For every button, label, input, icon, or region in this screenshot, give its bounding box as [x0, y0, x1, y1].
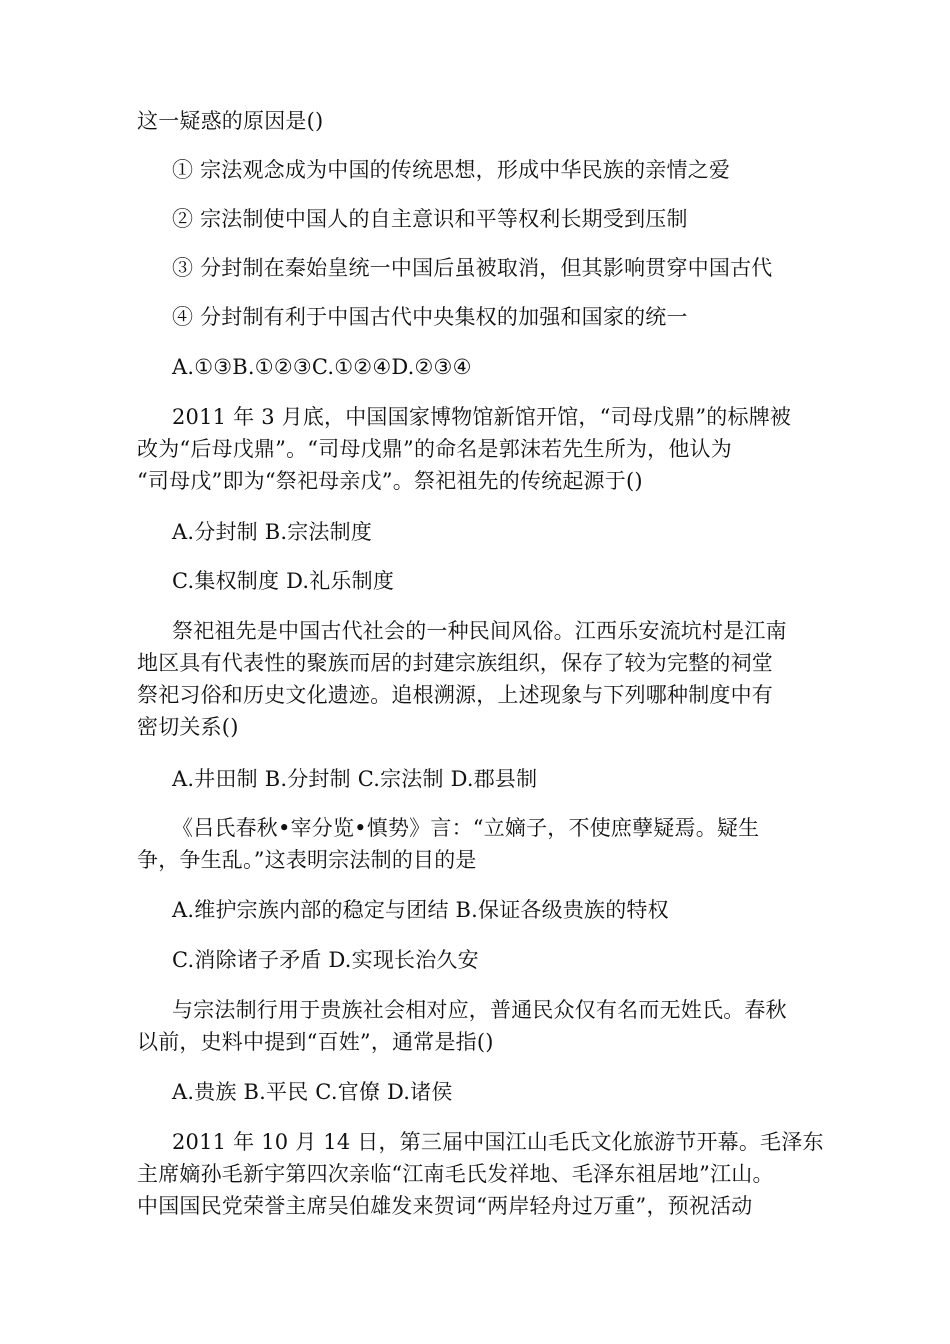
text-line: A.维护宗族内部的稳定与团结 B.保证各级贵族的特权	[172, 898, 669, 922]
statement-4	[172, 301, 827, 333]
text-line: C.消除诸子矛盾 D.实现长治久安	[172, 948, 479, 972]
text-line: 祭祀习俗和历史文化遗迹。追根溯源，上述现象与下列哪种制度中有	[137, 683, 773, 707]
text-line: “司母戊”即为“祭祀母亲戊”。祭祀祖先的传统起源于()	[137, 469, 643, 493]
text-line: 这一疑惑的原因是()	[137, 109, 324, 133]
question-stem-continuation	[137, 105, 827, 137]
text-line: A.井田制 B.分封制 C.宗法制 D.郡县制	[172, 767, 538, 791]
text-line: 2011 年 3 月底，中国国家博物馆新馆开馆，“司母戊鼎”的标牌被	[172, 405, 792, 429]
text-line: A.①③B.①②③C.①②④D.②③④	[172, 355, 472, 379]
question-5-stem	[137, 994, 827, 1058]
text-line: 2011 年 10 月 14 日，第三届中国江山毛氏文化旅游节开幕。毛泽东	[172, 1130, 824, 1154]
question-4-stem	[137, 812, 827, 876]
answer-options-5	[172, 1076, 827, 1108]
text-line: 与宗法制行用于贵族社会相对应，普通民众仅有名而无姓氏。春秋	[172, 998, 787, 1022]
answer-options-2a	[172, 516, 827, 548]
text-line: ① 宗法观念成为中国的传统思想，形成中华民族的亲情之爱	[172, 158, 731, 182]
text-line: 以前，史料中提到“百姓”，通常是指()	[137, 1030, 494, 1054]
answer-options-4b	[172, 944, 827, 976]
text-line: ② 宗法制使中国人的自主意识和平等权利长期受到压制	[172, 207, 688, 231]
answer-options-4a	[172, 894, 827, 926]
text-line: 地区具有代表性的聚族而居的封建宗族组织，保存了较为完整的祠堂	[137, 651, 773, 675]
answer-options-3	[172, 763, 827, 795]
text-line: 中国国民党荣誉主席吴伯雄发来贺词“两岸轻舟过万重”，预祝活动	[137, 1194, 753, 1218]
text-line: 祭祀祖先是中国古代社会的一种民间风俗。江西乐安流坑村是江南	[172, 619, 787, 643]
question-3-stem	[137, 615, 827, 743]
text-line: A.分封制 B.宗法制度	[172, 520, 373, 544]
answer-options-1	[172, 351, 827, 383]
answer-options-2b	[172, 565, 827, 597]
text-line: 争，争生乱。”这表明宗法制的目的是	[137, 848, 477, 872]
text-line: 密切关系()	[137, 715, 239, 739]
statement-3	[172, 252, 827, 284]
question-2-stem	[137, 401, 827, 497]
statement-2	[172, 203, 827, 235]
question-6-stem	[137, 1126, 827, 1222]
text-line: 《吕氏春秋•宰分览•慎势》言：“立嫡子，不使庶孽疑焉。疑生	[172, 816, 760, 840]
text-line: 主席嫡孙毛新宇第四次亲临“江南毛氏发祥地、毛泽东祖居地”江山。	[137, 1162, 774, 1186]
text-line: A.贵族 B.平民 C.官僚 D.诸侯	[172, 1080, 453, 1104]
statement-1	[172, 154, 827, 186]
text-line: C.集权制度 D.礼乐制度	[172, 569, 395, 593]
text-line: 改为“后母戊鼎”。“司母戊鼎”的命名是郭沫若先生所为，他认为	[137, 437, 732, 461]
text-line: ③ 分封制在秦始皇统一中国后虽被取消，但其影响贯穿中国古代	[172, 256, 773, 280]
text-line: ④ 分封制有利于中国古代中央集权的加强和国家的统一	[172, 305, 688, 329]
